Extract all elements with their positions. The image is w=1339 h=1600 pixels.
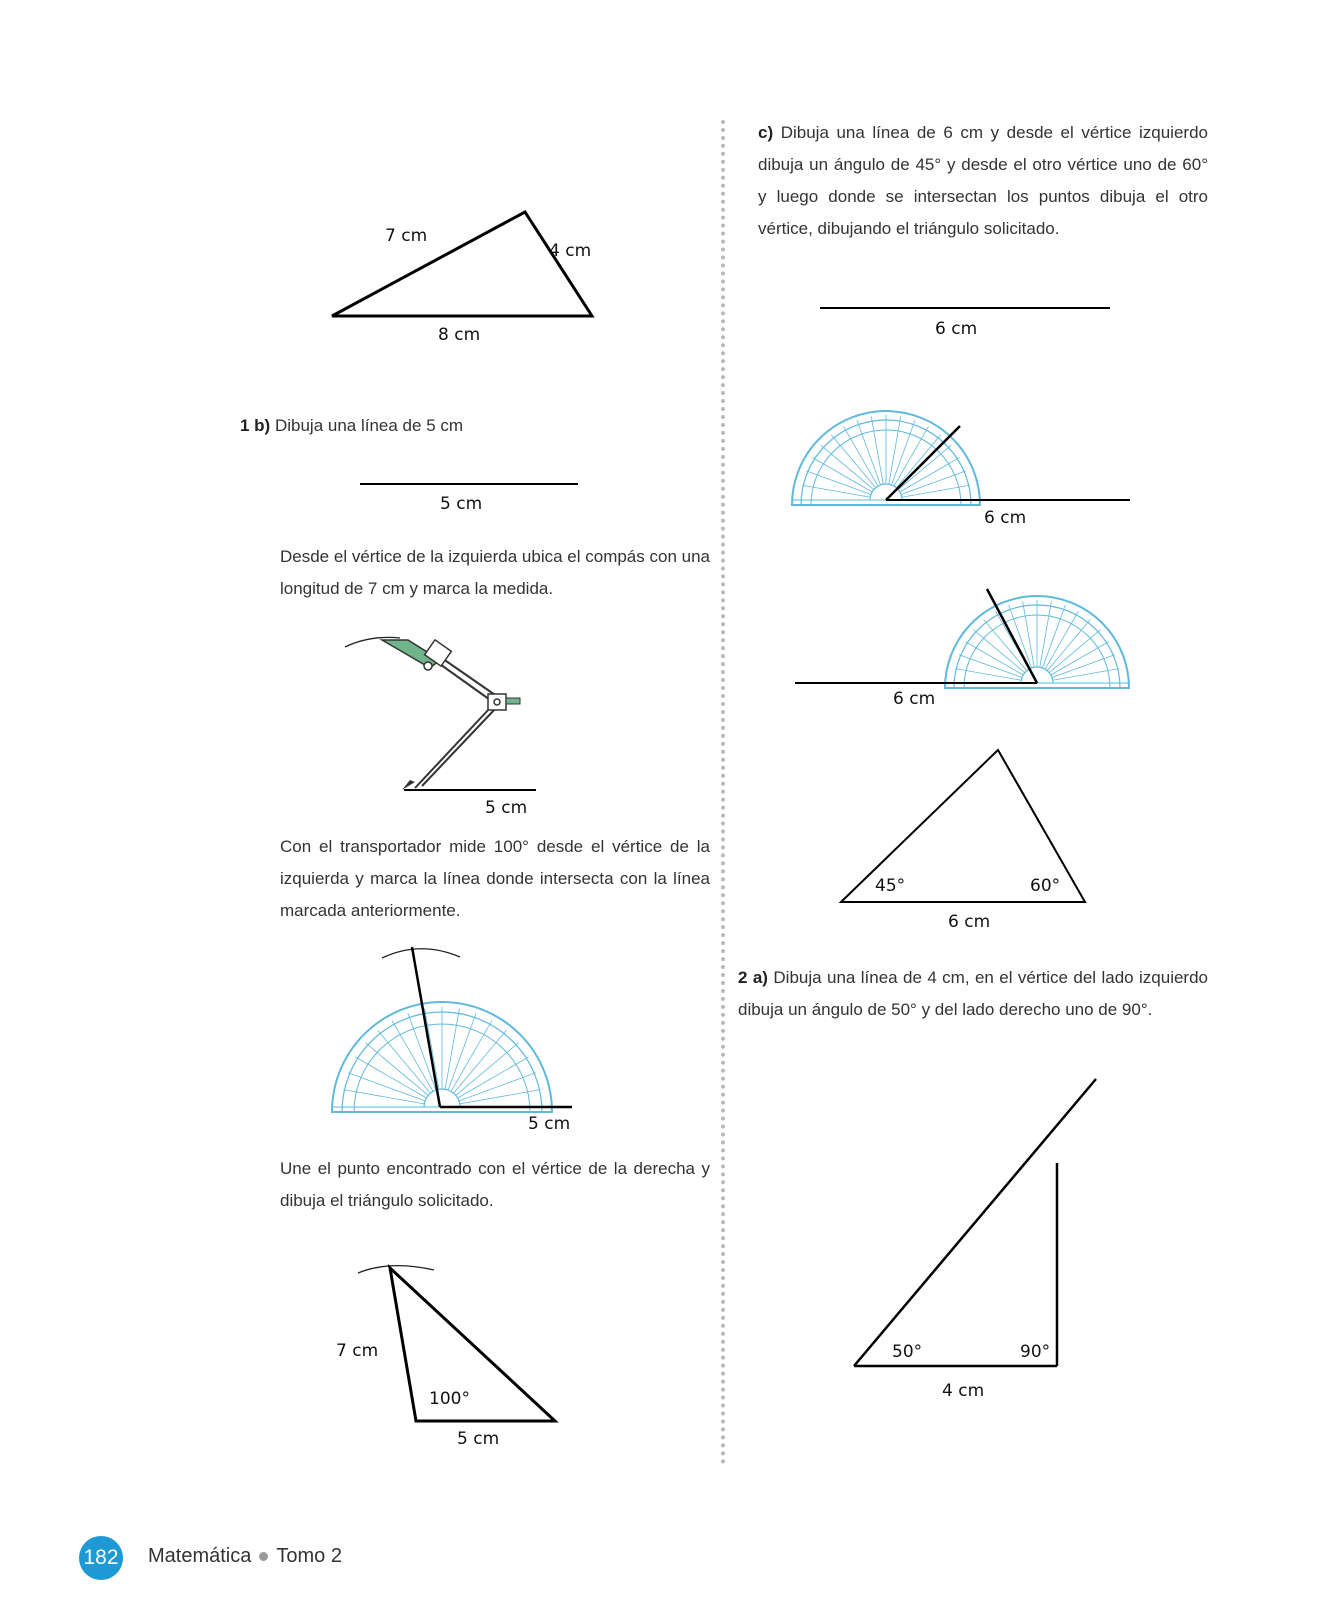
triangle-50-90-figure <box>850 1075 1110 1405</box>
bullet-icon <box>259 1552 268 1561</box>
base-label-5cm: 5 cm <box>457 1429 500 1449</box>
base-label-8cm: 8 cm <box>438 325 481 345</box>
question-2a <box>738 962 1208 1026</box>
footer-subject: Matemática <box>148 1545 252 1567</box>
triangle-100-figure <box>330 1260 570 1455</box>
protractor-60-figure <box>795 585 1140 715</box>
step-join-text: Une el punto encontrado con el vértice de la derecha y dibuja el triángulo solicitado. <box>280 1159 710 1210</box>
protractor-100-figure <box>330 935 590 1160</box>
line-label: 6 cm <box>984 508 1027 528</box>
footer-volume: Tomo 2 <box>276 1545 342 1567</box>
question-label: c) <box>758 123 774 142</box>
step-protractor-text: Con el transportador mide 100° desde el vértice de la izquierda y marca la línea donde intersecta con la línea marcada anteriormente. <box>280 837 710 920</box>
angle-label-45: 45° <box>875 876 906 896</box>
side-label-4cm: 4 cm <box>549 241 592 261</box>
line-label: 6 cm <box>935 319 978 339</box>
compass-figure <box>340 630 550 818</box>
angle-label-90: 90° <box>1020 1342 1051 1362</box>
question-1b <box>240 410 680 442</box>
line-label: 5 cm <box>440 494 483 514</box>
protractor-icon <box>792 411 980 505</box>
question-text: Dibuja una línea de 6 cm y desde el vértice izquierdo dibuja un ángulo de 45° y desde el otro vértice uno de 60° y luego donde se intersectan los puntos dibuja el otro vértice, dibujando el triángulo solicitado. <box>758 123 1208 238</box>
angle-label-60: 60° <box>1030 876 1061 896</box>
footer-title <box>148 1545 342 1568</box>
triangle-45-60-figure <box>835 745 1095 945</box>
question-text: Dibuja una línea de 5 cm <box>274 416 464 435</box>
base-label-6cm: 6 cm <box>948 912 991 932</box>
question-label: 1 b) <box>240 416 271 435</box>
question-text: Dibuja una línea de 4 cm, en el vértice del lado izquierdo dibuja un ángulo de 50° y del lado derecho uno de 90°. <box>738 968 1208 1019</box>
step-compass-text: Desde el vértice de la izquierda ubica el compás con una longitud de 7 cm y marca la medida. <box>280 547 710 598</box>
base-label-4cm: 4 cm <box>942 1381 985 1401</box>
line-5cm-figure <box>360 478 590 518</box>
angle-label-100: 100° <box>429 1389 470 1409</box>
page-number-badge: 182 <box>79 1536 123 1580</box>
line-6cm-figure <box>820 303 1120 343</box>
triangle-7-4-8-figure <box>330 205 590 350</box>
protractor-45-figure <box>790 400 1135 535</box>
question-c <box>758 117 1208 245</box>
side-label-7cm: 7 cm <box>385 226 428 246</box>
line-label: 5 cm <box>485 798 528 818</box>
angle-label-50: 50° <box>892 1342 923 1362</box>
line-label: 6 cm <box>893 689 936 709</box>
column-divider <box>721 120 725 1465</box>
line-label: 5 cm <box>528 1114 571 1134</box>
protractor-icon <box>945 596 1129 688</box>
protractor-icon <box>332 1002 552 1112</box>
side-label-7cm: 7 cm <box>336 1341 379 1361</box>
compass-icon <box>382 640 520 790</box>
question-label: 2 a) <box>738 968 768 987</box>
